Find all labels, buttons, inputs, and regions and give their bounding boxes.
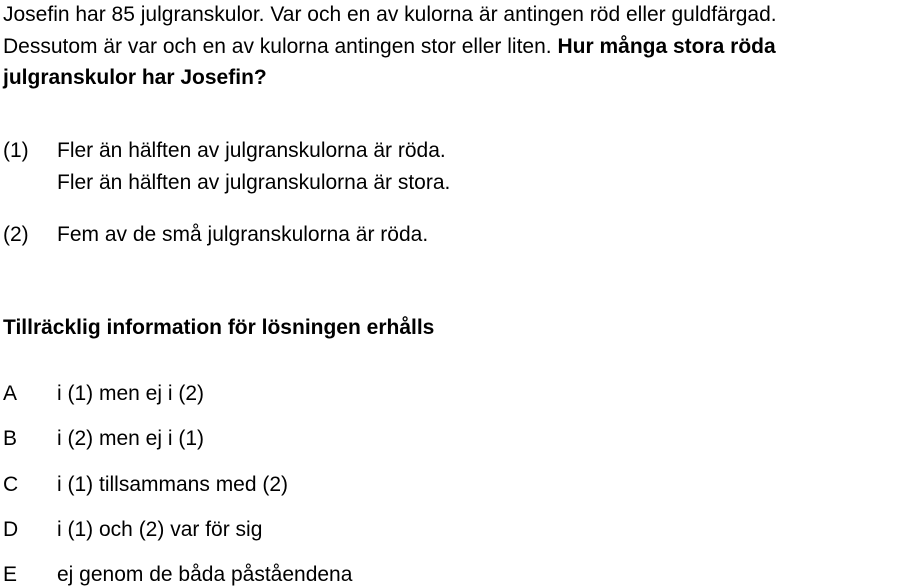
question-part-2: julgranskulor har Josefin?	[3, 66, 267, 89]
option-e-label: E	[3, 563, 18, 586]
option-d-label: D	[3, 518, 19, 541]
statement-2-label: (2)	[3, 223, 29, 246]
option-a-label: A	[3, 382, 18, 405]
option-c-label: C	[3, 473, 19, 496]
statement-1-line-1: Fler än hälften av julgranskulorna är röda.	[57, 139, 446, 162]
statement-2-line-1: Fem av de små julgranskulorna är röda.	[57, 223, 429, 246]
sufficiency-heading: Tillräcklig information för lösningen erhålls	[3, 316, 435, 339]
question-part-1: Hur många stora röda	[557, 35, 776, 58]
problem-line-2-plain: Dessutom är var och en av kulorna antingen stor eller liten.	[3, 35, 552, 58]
option-b-text: i (2) men ej i (1)	[57, 427, 205, 450]
statement-1-line-2: Fler än hälften av julgranskulorna är stora.	[57, 171, 451, 194]
option-a-text: i (1) men ej i (2)	[57, 382, 205, 405]
option-d-text: i (1) och (2) var för sig	[57, 518, 263, 541]
option-c-text: i (1) tillsammans med (2)	[57, 473, 289, 496]
problem-line-1: Josefin har 85 julgranskulor. Var och en av kulorna är antingen röd eller guldfärgad.	[3, 3, 777, 26]
option-b-label: B	[3, 427, 18, 450]
option-e-text: ej genom de båda påståendena	[57, 563, 353, 586]
statement-1-label: (1)	[3, 139, 29, 162]
problem-line-2	[3, 36, 776, 57]
